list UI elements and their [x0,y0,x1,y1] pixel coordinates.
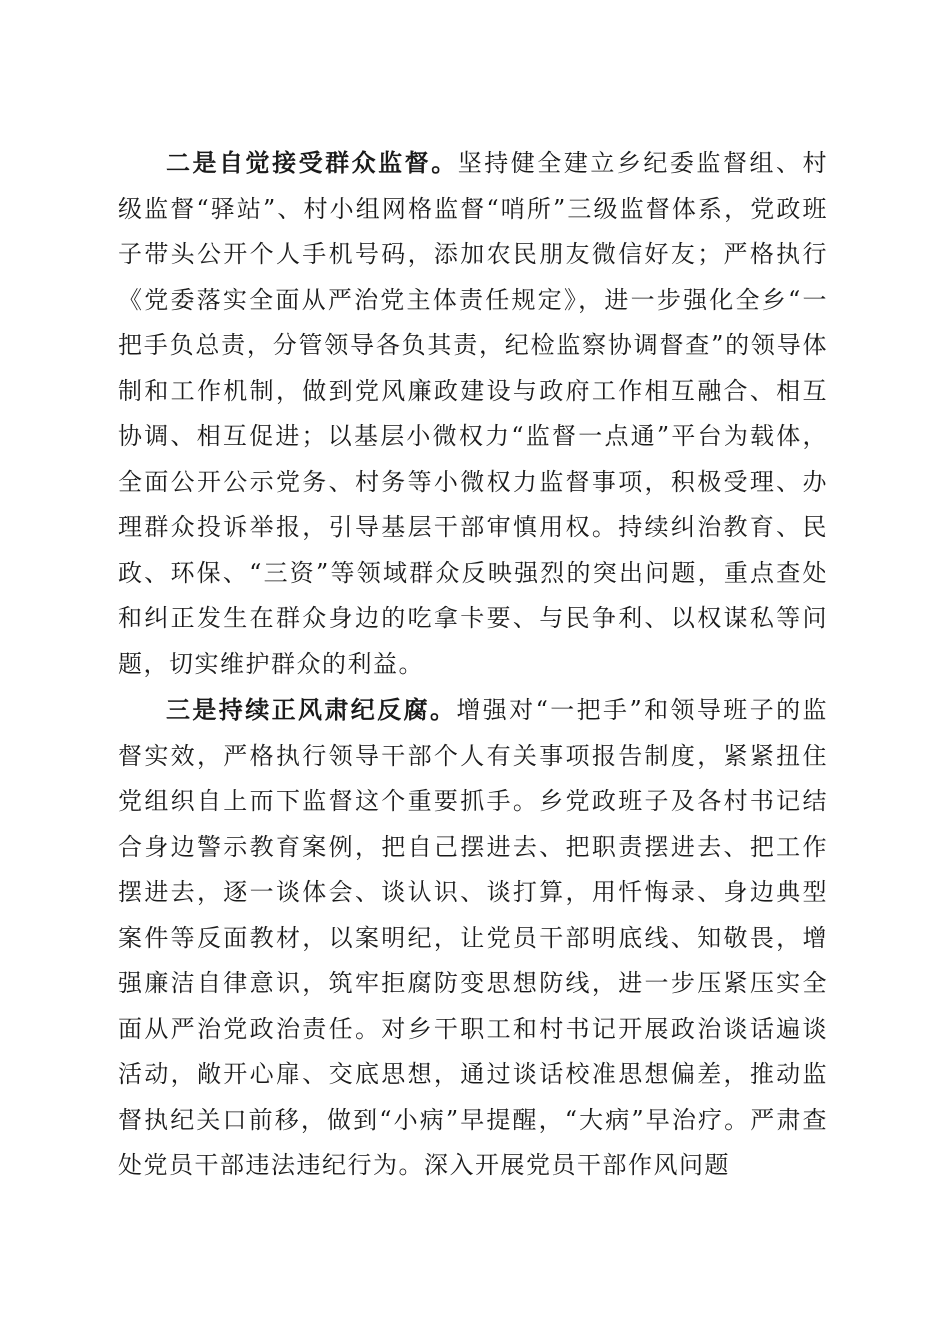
paragraph-text: 坚持健全建立乡纪委监督组、村级监督“驿站”、村小组网格监督“哨所”三级监督体系，党政班子带头公开个人手机号码，添加农民朋友微信好友；严格执行《党委落实全面从严治党主体责任规定》，进一步强化全乡“一把手负总责，分管领导各负其责，纪检监察协调督查”的领导体制和工作机制，做到党风廉政建设与政府工作相互融合、相互协调、相互促进；以基层小微权力“监督一点通”平台为载体，全面公开公示党务、村务等小微权力监督事项，积极受理、办理群众投诉举报，引导基层干部审慎用权。持续纠治教育、民政、环保、“三资”等领域群众反映强烈的突出问题，重点查处和纠正发生在群众身边的吃拿卡要、与民争利、以权谋私等问题，切实维护群众的利益。 [118,149,829,678]
paragraph-heading: 三是持续正风肃纪反腐。 [166,695,457,724]
paragraph-anti-corruption [118,687,828,1189]
paragraph-heading: 二是自觉接受群众监督。 [166,148,458,177]
paragraph-text: 增强对“一把手”和领导班子的监督实效，严格执行领导干部个人有关事项报告制度，紧紧扭住党组织自上而下监督这个重要抓手。乡党政班子及各村书记结合身边警示教育案例，把自己摆进去、把职责摆进去、把工作摆进去，逐一谈体会、谈认识、谈打算，用忏悔录、身边典型案件等反面教材，以案明纪，让党员干部明底线、知敬畏，增强廉洁自律意识，筑牢拒腐防变思想防线，进一步压紧压实全面从严治党政治责任。对乡干职工和村书记开展政治谈话遍谈活动，敞开心扉、交底思想，通过谈话校准思想偏差，推动监督执纪关口前移，做到“小病”早提醒，“大病”早治疗。严肃查处党员干部违法违纪行为。深入开展党员干部作风问题 [118,696,829,1179]
document-body [118,140,828,1189]
paragraph-mass-supervision [118,140,828,687]
